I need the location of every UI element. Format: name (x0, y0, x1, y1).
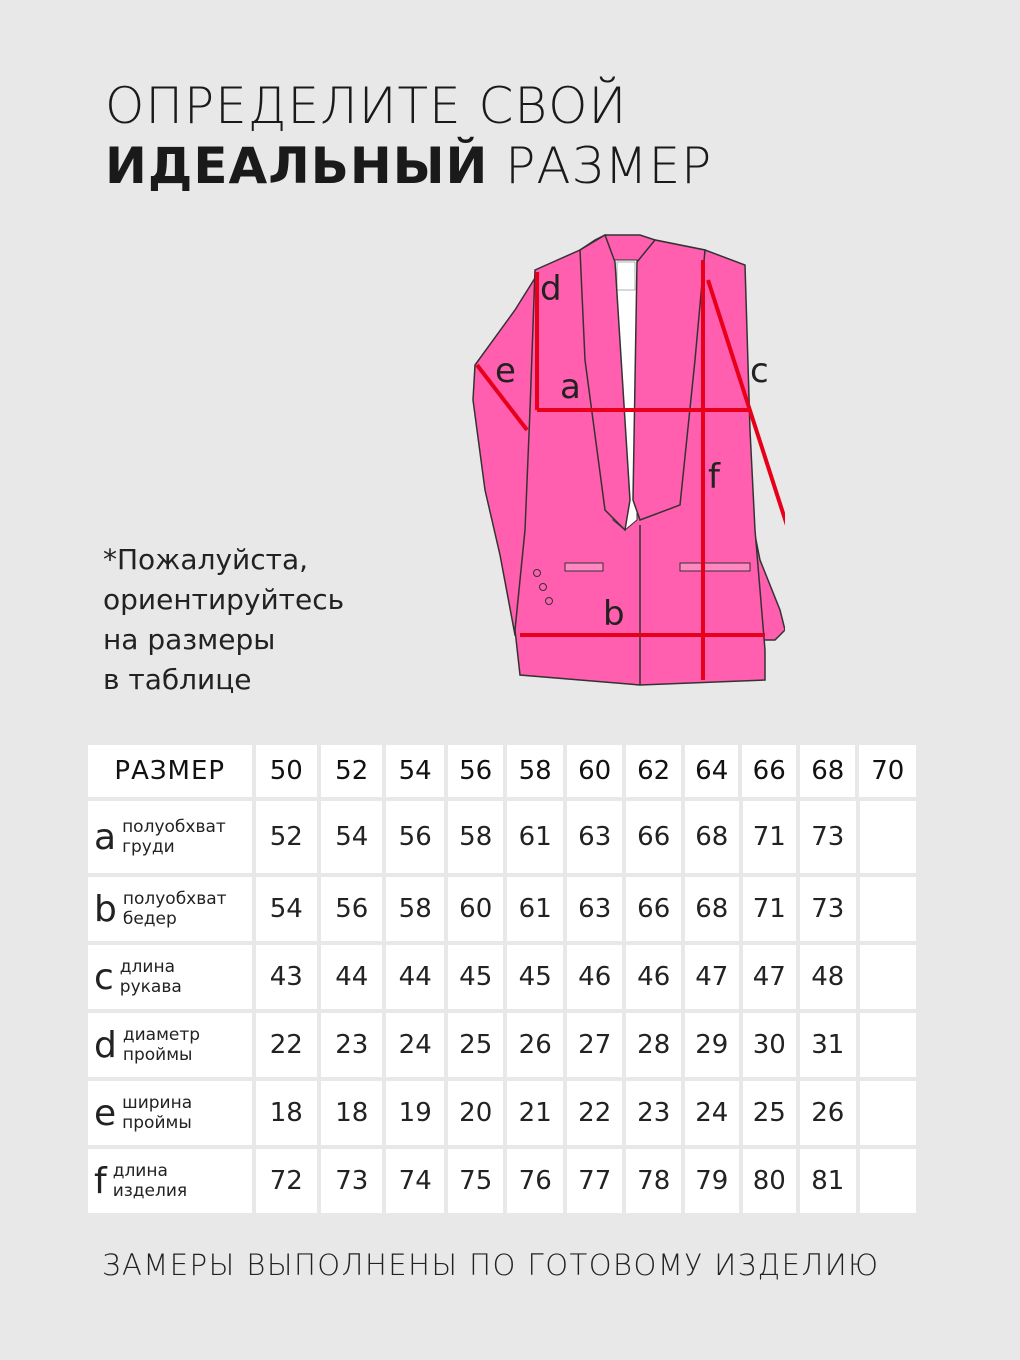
label-a: a (560, 367, 581, 407)
title-line2 (105, 136, 712, 196)
header-size-2: 54 (386, 745, 443, 797)
jacket-illustration (465, 230, 785, 690)
row-description: диаметр проймы (122, 1025, 201, 1065)
row-letter: c (94, 956, 114, 998)
table-cell: 25 (743, 1081, 797, 1145)
table-cell: 47 (685, 945, 739, 1009)
table-cell: 43 (256, 945, 317, 1009)
table-cell: 61 (507, 877, 563, 941)
table-cell: 25 (448, 1013, 504, 1077)
shirt-collar (617, 262, 635, 290)
table-row (88, 1081, 916, 1145)
header-size-6: 62 (626, 745, 681, 797)
table-cell: 52 (256, 801, 317, 873)
row-label-d (88, 1013, 252, 1077)
table-cell: 23 (321, 1013, 382, 1077)
table-cell: 23 (626, 1081, 681, 1145)
row-description: длина изделия (112, 1161, 188, 1201)
header-size-4: 58 (507, 745, 563, 797)
table-cell: 26 (507, 1013, 563, 1077)
footer-note: ЗАМЕРЫ ВЫПОЛНЕНЫ ПО ГОТОВОМУ ИЗДЕЛИЮ (102, 1248, 880, 1282)
table-cell: 78 (626, 1149, 681, 1213)
row-letter: f (94, 1160, 107, 1202)
table-cell: 68 (685, 877, 739, 941)
table-cell: 54 (256, 877, 317, 941)
table-cell (860, 1149, 916, 1213)
label-e: e (495, 351, 516, 391)
left-pocket (565, 563, 603, 571)
table-cell: 18 (256, 1081, 317, 1145)
table-cell: 26 (800, 1081, 856, 1145)
table-cell (860, 877, 916, 941)
table-cell: 24 (685, 1081, 739, 1145)
header-size-0: 50 (256, 745, 317, 797)
table-row (88, 1013, 916, 1077)
row-label-e (88, 1081, 252, 1145)
row-label-c (88, 945, 252, 1009)
row-description: полуобхват груди (122, 817, 226, 857)
table-row (88, 1149, 916, 1213)
table-cell: 73 (321, 1149, 382, 1213)
table-row (88, 801, 916, 873)
table-cell: 45 (448, 945, 504, 1009)
table-cell: 24 (386, 1013, 443, 1077)
row-letter: e (94, 1092, 117, 1134)
table-cell: 56 (386, 801, 443, 873)
table-cell: 21 (507, 1081, 563, 1145)
table-cell: 44 (386, 945, 443, 1009)
table-cell: 28 (626, 1013, 681, 1077)
header-size-10: 70 (859, 745, 916, 797)
table-cell: 81 (800, 1149, 856, 1213)
table-cell: 19 (386, 1081, 443, 1145)
table-cell: 56 (321, 877, 382, 941)
row-label-a (88, 801, 252, 873)
table-header-row (88, 745, 916, 797)
label-d: d (540, 269, 562, 309)
table-cell: 66 (626, 801, 681, 873)
header-size-1: 52 (321, 745, 382, 797)
header-size-3: 56 (448, 745, 504, 797)
table-cell: 54 (321, 801, 382, 873)
table-cell: 63 (567, 801, 623, 873)
title-rest: РАЗМЕР (505, 137, 713, 195)
title-line1: ОПРЕДЕЛИТЕ СВОЙ (105, 77, 628, 135)
table-cell: 76 (507, 1149, 563, 1213)
table-cell: 58 (448, 801, 504, 873)
table-cell: 68 (685, 801, 739, 873)
button-3 (546, 598, 553, 605)
table-cell: 31 (800, 1013, 856, 1077)
header-size-8: 66 (742, 745, 796, 797)
table-cell (860, 945, 916, 1009)
header-size-5: 60 (567, 745, 623, 797)
table-cell: 75 (448, 1149, 504, 1213)
table-cell (860, 1013, 916, 1077)
row-description: длина рукава (119, 957, 182, 997)
row-label-f (88, 1149, 252, 1213)
table-cell: 71 (743, 801, 797, 873)
header-size-9: 68 (800, 745, 856, 797)
header-size-7: 64 (685, 745, 739, 797)
label-f: f (708, 457, 720, 497)
table-row (88, 945, 916, 1009)
table-cell: 77 (567, 1149, 623, 1213)
table-cell (860, 801, 916, 873)
label-c: c (750, 351, 769, 391)
table-cell: 48 (800, 945, 856, 1009)
row-description: полуобхват бедер (122, 889, 227, 929)
table-cell: 61 (507, 801, 563, 873)
label-b: b (603, 594, 625, 634)
table-cell: 27 (567, 1013, 623, 1077)
table-cell: 46 (626, 945, 681, 1009)
table-cell: 44 (321, 945, 382, 1009)
row-letter: d (94, 1024, 117, 1066)
table-cell: 79 (685, 1149, 739, 1213)
table-cell: 18 (321, 1081, 382, 1145)
right-pocket (680, 563, 750, 571)
table-cell: 22 (256, 1013, 317, 1077)
row-letter: b (94, 888, 117, 930)
title-bold-word: ИДЕАЛЬНЫЙ (105, 137, 489, 195)
table-row (88, 877, 916, 941)
table-cell: 80 (743, 1149, 797, 1213)
button-2 (540, 584, 547, 591)
table-cell: 71 (743, 877, 797, 941)
table-cell: 22 (567, 1081, 623, 1145)
size-note: *Пожалуйста, ориентируйтесь на размеры в таблице (103, 543, 345, 696)
table-cell: 66 (626, 877, 681, 941)
button-1 (534, 570, 541, 577)
table-cell: 30 (743, 1013, 797, 1077)
row-letter: a (94, 816, 117, 858)
row-description: ширина проймы (122, 1093, 193, 1133)
table-cell: 72 (256, 1149, 317, 1213)
table-cell: 47 (743, 945, 797, 1009)
table-cell: 74 (386, 1149, 443, 1213)
table-cell: 73 (800, 801, 856, 873)
table-cell: 20 (448, 1081, 504, 1145)
table-cell: 58 (386, 877, 443, 941)
table-cell: 46 (567, 945, 623, 1009)
table-cell: 29 (685, 1013, 739, 1077)
page-title (105, 76, 712, 196)
row-label-b (88, 877, 252, 941)
table-cell (860, 1081, 916, 1145)
header-size-label: РАЗМЕР (88, 745, 252, 797)
table-cell: 63 (567, 877, 623, 941)
table-cell: 73 (800, 877, 856, 941)
table-cell: 60 (448, 877, 504, 941)
size-table (88, 745, 916, 1217)
table-cell: 45 (507, 945, 563, 1009)
